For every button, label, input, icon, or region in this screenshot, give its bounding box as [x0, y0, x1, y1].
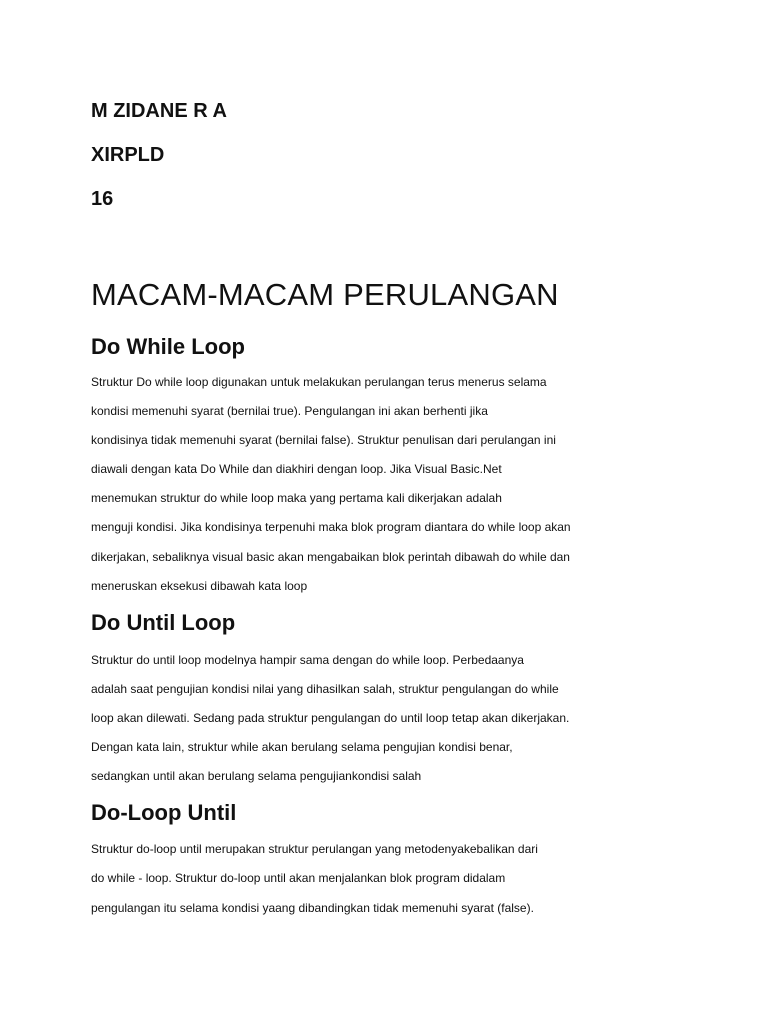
- paragraph-line: Struktur do until loop modelnya hampir sama dengan do while loop. Perbedaanya: [91, 653, 524, 667]
- student-name: M ZIDANE R A: [91, 100, 227, 122]
- student-class: XIRPLD: [91, 144, 165, 166]
- paragraph-line: adalah saat pengujian kondisi nilai yang dihasilkan salah, struktur pengulangan do while: [91, 682, 559, 696]
- section-heading-do-while-loop: Do While Loop: [91, 334, 245, 359]
- paragraph-line: loop akan dilewati. Sedang pada struktur pengulangan do until loop tetap akan dikerjakan.: [91, 711, 570, 725]
- paragraph-line: menguji kondisi. Jika kondisinya terpenuhi maka blok program diantara do while loop akan: [91, 520, 571, 534]
- paragraph-line: kondisi memenuhi syarat (bernilai true). Pengulangan ini akan berhenti jika: [91, 404, 488, 418]
- paragraph-line: kondisinya tidak memenuhi syarat (bernilai false). Struktur penulisan dari perulangan ini: [91, 433, 556, 447]
- paragraph-line: Struktur Do while loop digunakan untuk melakukan perulangan terus menerus selama: [91, 375, 547, 389]
- paragraph-line: sedangkan until akan berulang selama pengujiankondisi salah: [91, 769, 422, 783]
- paragraph-line: dikerjakan, sebaliknya visual basic akan mengabaikan blok perintah dibawah do while dan: [91, 550, 570, 564]
- page-title: MACAM-MACAM PERULANGAN: [91, 277, 559, 312]
- paragraph-line: Struktur do-loop until merupakan struktur perulangan yang metodenyakebalikan dari: [91, 842, 538, 856]
- paragraph-line: do while - loop. Struktur do-loop until akan menjalankan blok program didalam: [91, 871, 506, 885]
- paragraph-line: Dengan kata lain, struktur while akan berulang selama pengujian kondisi benar,: [91, 740, 513, 754]
- section-heading-do-loop-until: Do-Loop Until: [91, 800, 237, 825]
- paragraph-line: menemukan struktur do while loop maka yang pertama kali dikerjakan adalah: [91, 491, 502, 505]
- paragraph-line: pengulangan itu selama kondisi yaang dibandingkan tidak memenuhi syarat (false).: [91, 901, 534, 915]
- paragraph-line: meneruskan eksekusi dibawah kata loop: [91, 579, 308, 593]
- section-heading-do-until-loop: Do Until Loop: [91, 610, 236, 635]
- student-number: 16: [91, 188, 114, 210]
- paragraph-line: diawali dengan kata Do While dan diakhiri dengan loop. Jika Visual Basic.Net: [91, 462, 502, 476]
